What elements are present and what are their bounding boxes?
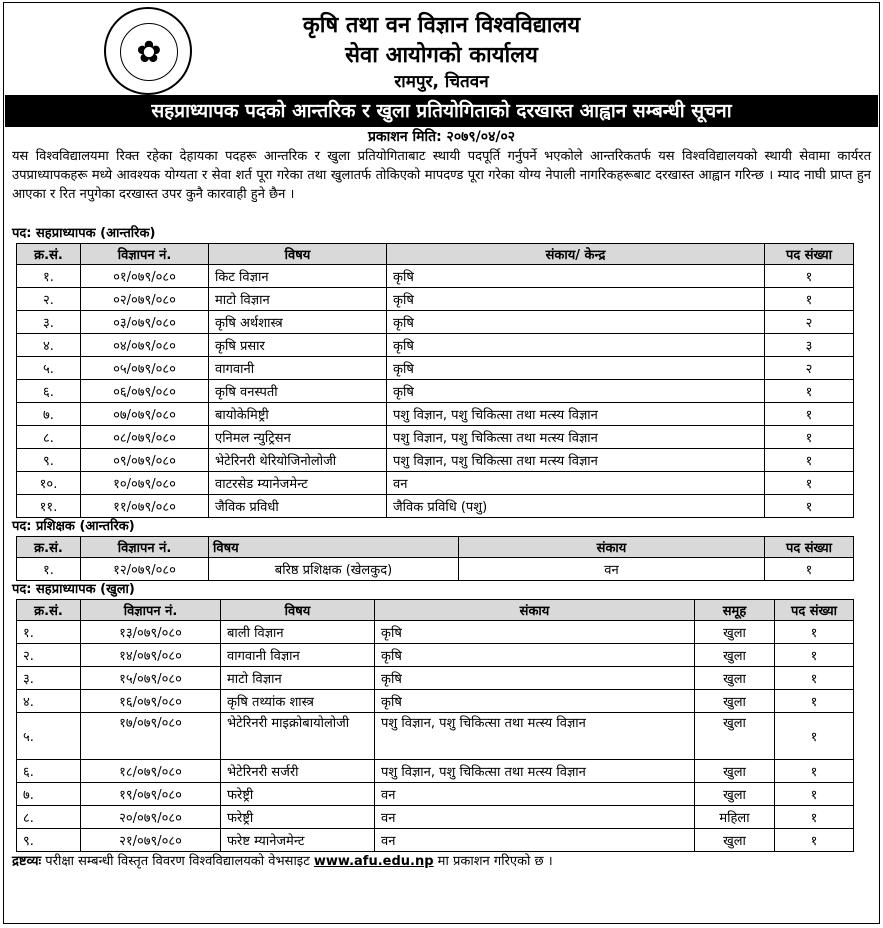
- table-row: [17, 426, 854, 449]
- table-row: [17, 449, 854, 472]
- table-row: [17, 760, 854, 783]
- col-posts: पद संख्या: [775, 600, 854, 621]
- cell-subject: बरिष्ठ प्रशिक्षक (खेलकुद): [209, 558, 459, 581]
- cell-ad-no: १७/०७९/०८०: [81, 713, 221, 760]
- cell-sn: ३.: [17, 311, 81, 334]
- cell-ad-no: १०/०७९/०८०: [81, 472, 209, 495]
- office-location: रामपुर, चितवन: [394, 72, 489, 92]
- cell-faculty: पशु विज्ञान, पशु चिकित्सा तथा मत्स्य विज्ञान: [387, 426, 765, 449]
- cell-posts: २: [765, 311, 854, 334]
- cell-sn: १०.: [17, 472, 81, 495]
- cell-posts: १: [765, 380, 854, 403]
- cell-group: महिला: [695, 806, 775, 829]
- cell-sn: ४.: [17, 690, 81, 713]
- cell-posts: १: [775, 783, 854, 806]
- cell-posts: १: [765, 403, 854, 426]
- cell-ad-no: १३/०७९/०८०: [81, 621, 221, 644]
- footnote: [4, 852, 879, 872]
- cell-faculty: पशु विज्ञान, पशु चिकित्सा तथा मत्स्य विज्ञान: [375, 760, 695, 783]
- cell-ad-no: ०१/०७९/०८०: [81, 265, 209, 288]
- cell-posts: १: [765, 265, 854, 288]
- cell-subject: कृषि प्रसार: [209, 334, 387, 357]
- table-row: [17, 690, 854, 713]
- cell-faculty: वन: [375, 829, 695, 852]
- cell-group: खुला: [695, 667, 775, 690]
- cell-posts: १: [775, 690, 854, 713]
- col-faculty: संकाय: [459, 537, 765, 558]
- table-row: [17, 265, 854, 288]
- cell-ad-no: २१/०७९/०८०: [81, 829, 221, 852]
- cell-posts: १: [765, 426, 854, 449]
- cell-group: खुला: [695, 760, 775, 783]
- table-row: [17, 380, 854, 403]
- table-row: [17, 667, 854, 690]
- cell-subject: किट विज्ञान: [209, 265, 387, 288]
- col-faculty: संकाय/ केन्द्र: [387, 244, 765, 265]
- cell-subject: फरेष्ट्री: [221, 806, 375, 829]
- notice-banner: सहप्राध्यापक पदको आन्तरिक र खुला प्रतियोगिताको दरखास्त आह्वान सम्बन्धी सूचना: [5, 95, 878, 127]
- university-name: कृषि तथा वन विज्ञान विश्वविद्यालय: [302, 13, 581, 38]
- cell-faculty: कृषि: [387, 380, 765, 403]
- table-row: [17, 334, 854, 357]
- section2-table: [16, 536, 854, 581]
- cell-ad-no: ०३/०७९/०८०: [81, 311, 209, 334]
- cell-subject: भेटेरिनरी माइक्रोबायोलोजी: [221, 713, 375, 760]
- table-header-row: [17, 537, 854, 558]
- cell-posts: १: [775, 621, 854, 644]
- cell-sn: ६.: [17, 380, 81, 403]
- cell-ad-no: ०२/०७९/०८०: [81, 288, 209, 311]
- cell-sn: २.: [17, 288, 81, 311]
- cell-sn: ६.: [17, 760, 81, 783]
- cell-faculty: कृषि: [387, 265, 765, 288]
- section2-title: पद: प्रशिक्षक (आन्तरिक): [12, 519, 135, 534]
- cell-group: खुला: [695, 690, 775, 713]
- cell-sn: ९.: [17, 829, 81, 852]
- footnote-text: परीक्षा सम्बन्धी विस्तृत विवरण विश्वविद्यालयको वेभसाइट: [45, 854, 310, 869]
- cell-ad-no: ०८/०७९/०८०: [81, 426, 209, 449]
- cell-faculty: वन: [387, 472, 765, 495]
- cell-sn: ४.: [17, 334, 81, 357]
- cell-ad-no: १४/०७९/०८०: [81, 644, 221, 667]
- cell-ad-no: ०४/०७९/०८०: [81, 334, 209, 357]
- cell-faculty: पशु विज्ञान, पशु चिकित्सा तथा मत्स्य विज्ञान: [375, 713, 695, 760]
- cell-sn: ५.: [17, 357, 81, 380]
- cell-ad-no: १५/०७९/०८०: [81, 667, 221, 690]
- footnote-label: द्रष्टव्यः: [12, 854, 42, 869]
- cell-posts: १: [765, 558, 854, 581]
- cell-subject: एनिमल न्युट्रिसन: [209, 426, 387, 449]
- cell-subject: माटो विज्ञान: [209, 288, 387, 311]
- table-row: [17, 558, 854, 581]
- table-row: [17, 288, 854, 311]
- col-sn: क्र.सं.: [17, 244, 81, 265]
- cell-sn: १.: [17, 265, 81, 288]
- cell-sn: २.: [17, 644, 81, 667]
- col-ad-no: विज्ञापन नं.: [81, 244, 209, 265]
- cell-subject: बाली विज्ञान: [221, 621, 375, 644]
- table-row: [17, 621, 854, 644]
- cell-ad-no: ०५/०७९/०८०: [81, 357, 209, 380]
- col-group: समूह: [695, 600, 775, 621]
- cell-sn: ८.: [17, 426, 81, 449]
- cell-sn: १.: [17, 621, 81, 644]
- cell-sn: ८.: [17, 806, 81, 829]
- table-row: [17, 829, 854, 852]
- col-sn: क्र.सं.: [17, 600, 81, 621]
- cell-posts: ३: [765, 334, 854, 357]
- cell-subject: फरेष्ट म्यानेजमेन्ट: [221, 829, 375, 852]
- col-posts: पद संख्या: [765, 537, 854, 558]
- cell-subject: कृषि अर्थशास्त्र: [209, 311, 387, 334]
- cell-faculty: कृषि: [375, 690, 695, 713]
- col-ad-no: विज्ञापन नं.: [81, 537, 209, 558]
- cell-posts: १: [775, 713, 854, 760]
- table-row: [17, 311, 854, 334]
- cell-subject: भेटेरिनरी थेरियोजिनोलोजी: [209, 449, 387, 472]
- footnote-text-end: मा प्रकाशन गरिएको छ ।: [437, 854, 553, 869]
- cell-faculty: कृषि: [375, 667, 695, 690]
- col-posts: पद संख्या: [765, 244, 854, 265]
- cell-subject: वाटरसेड म्यानेजमेन्ट: [209, 472, 387, 495]
- cell-sn: ७.: [17, 403, 81, 426]
- cell-faculty: कृषि: [387, 311, 765, 334]
- cell-group: खुला: [695, 829, 775, 852]
- cell-sn: ९.: [17, 449, 81, 472]
- cell-posts: १: [775, 760, 854, 783]
- cell-group: खुला: [695, 644, 775, 667]
- cell-subject: माटो विज्ञान: [221, 667, 375, 690]
- cell-sn: ११.: [17, 495, 81, 518]
- section3-table: [16, 599, 854, 852]
- notice-page: [3, 2, 880, 924]
- cell-ad-no: २०/०७९/०८०: [81, 806, 221, 829]
- cell-posts: १: [765, 449, 854, 472]
- section3-title: पद: सहप्राध्यापक (खुला): [12, 582, 135, 597]
- cell-sn: ७.: [17, 783, 81, 806]
- cell-subject: कृषि तथ्यांक शास्त्र: [221, 690, 375, 713]
- cell-faculty: कृषि: [387, 357, 765, 380]
- cell-faculty: जैविक प्रविधि (पशु): [387, 495, 765, 518]
- col-subject: विषय: [209, 537, 459, 558]
- col-ad-no: विज्ञापन नं.: [81, 600, 221, 621]
- table-row: [17, 783, 854, 806]
- table-row: [17, 495, 854, 518]
- cell-faculty: कृषि: [375, 644, 695, 667]
- table-row: [17, 713, 854, 760]
- cell-posts: १: [765, 472, 854, 495]
- cell-faculty: कृषि: [375, 621, 695, 644]
- cell-ad-no: ११/०७९/०८०: [81, 495, 209, 518]
- cell-faculty: कृषि: [387, 288, 765, 311]
- cell-subject: भेटेरिनरी सर्जरी: [221, 760, 375, 783]
- publication-date: प्रकाशन मिति: २०७९/०४/०२: [367, 129, 516, 145]
- cell-posts: १: [775, 667, 854, 690]
- cell-subject: बायोकेमिष्ट्री: [209, 403, 387, 426]
- cell-group: खुला: [695, 713, 775, 760]
- cell-subject: जैविक प्रविधी: [209, 495, 387, 518]
- cell-ad-no: १८/०७९/०८०: [81, 760, 221, 783]
- cell-posts: १: [775, 806, 854, 829]
- cell-subject: कृषि वनस्पती: [209, 380, 387, 403]
- cell-subject: वागवानी: [209, 357, 387, 380]
- table-row: [17, 357, 854, 380]
- cell-sn: ५.: [17, 713, 81, 760]
- cell-faculty: कृषि: [387, 334, 765, 357]
- table-header-row: [17, 600, 854, 621]
- cell-sn: ३.: [17, 667, 81, 690]
- section1-table: [16, 243, 854, 518]
- cell-ad-no: १६/०७९/०८०: [81, 690, 221, 713]
- table-row: [17, 472, 854, 495]
- cell-ad-no: ०६/०७९/०८०: [81, 380, 209, 403]
- office-name: सेवा आयोगको कार्यालय: [345, 43, 538, 68]
- cell-faculty: पशु विज्ञान, पशु चिकित्सा तथा मत्स्य विज्ञान: [387, 449, 765, 472]
- cell-ad-no: १९/०७९/०८०: [81, 783, 221, 806]
- cell-posts: २: [765, 357, 854, 380]
- cell-ad-no: ०७/०७९/०८०: [81, 403, 209, 426]
- cell-faculty: पशु विज्ञान, पशु चिकित्सा तथा मत्स्य विज्ञान: [387, 403, 765, 426]
- cell-subject: वागवानी विज्ञान: [221, 644, 375, 667]
- col-faculty: संकाय: [375, 600, 695, 621]
- header: [4, 3, 879, 95]
- website-link[interactable]: www.afu.edu.np: [313, 854, 434, 869]
- col-sn: क्र.सं.: [17, 537, 81, 558]
- cell-sn: १.: [17, 558, 81, 581]
- section1-title: पद: सहप्राध्यापक (आन्तरिक): [12, 226, 156, 241]
- table-row: [17, 806, 854, 829]
- notice-paragraph: यस विश्वविद्यालयमा रिक्त रहेका देहायका पदहरू आन्तरिक र खुला प्रतियोगिताबाट स्थायी पदपूर्ति गर्नुपर्ने भएकोले आन्तरिकतर्फ यस विश्वविद्यालयको स्थायी सेवामा कार्यरत उपप्राध्यापकहरू मध्ये आवश्यक योग्यता र सेवा शर्त पूरा गरेका तथा खुलातर्फ तोकिएको मापदण्ड पूरा गरेका योग्य नेपाली नागरिकहरूबाट दरखास्त आह्वान गरिन्छ । म्याद नाघी प्राप्त हुन आएका र रित नपुगेका दरखास्त उपर कुनै कारवाही हुने छैन ।: [12, 149, 871, 202]
- table-header-row: [17, 244, 854, 265]
- table-row: [17, 403, 854, 426]
- col-subject: विषय: [221, 600, 375, 621]
- table-row: [17, 644, 854, 667]
- cell-subject: फरेष्ट्री: [221, 783, 375, 806]
- cell-posts: १: [765, 495, 854, 518]
- cell-posts: १: [765, 288, 854, 311]
- cell-faculty: वन: [459, 558, 765, 581]
- seal-flower-icon: ✿: [136, 34, 162, 70]
- cell-faculty: वन: [375, 783, 695, 806]
- col-subject: विषय: [209, 244, 387, 265]
- cell-group: खुला: [695, 783, 775, 806]
- cell-faculty: वन: [375, 806, 695, 829]
- cell-ad-no: ०९/०७९/०८०: [81, 449, 209, 472]
- cell-posts: १: [775, 644, 854, 667]
- cell-ad-no: १२/०७९/०८०: [81, 558, 209, 581]
- cell-group: खुला: [695, 621, 775, 644]
- cell-posts: १: [775, 829, 854, 852]
